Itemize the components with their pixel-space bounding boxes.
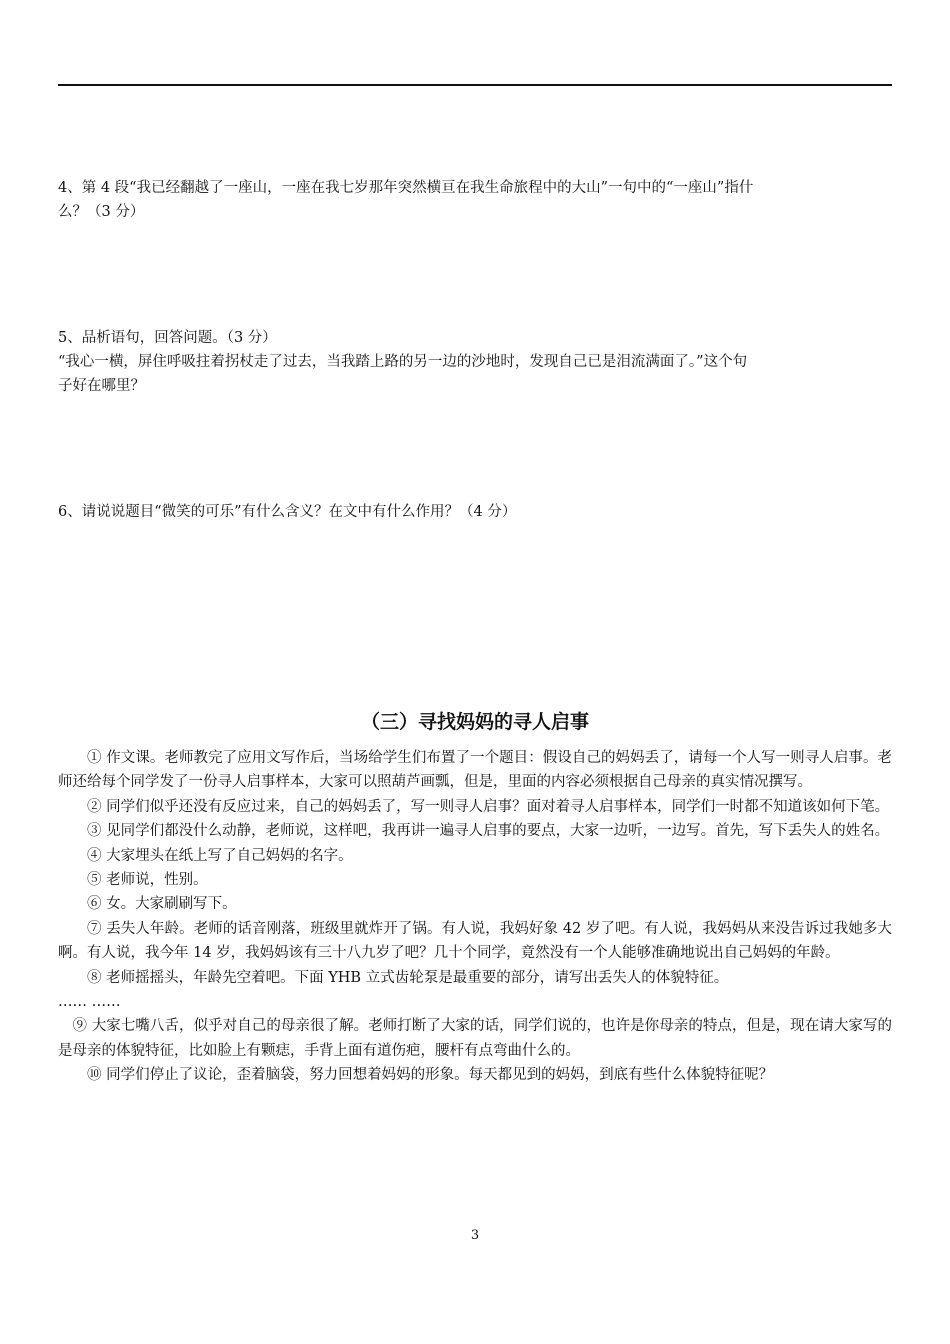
question-5-line-1: 5、品析语句，回答问题。（3 分） (58, 330, 277, 346)
article-body (58, 746, 892, 1088)
header-rule (58, 84, 892, 86)
question-4-line-1: 4、第 4 段“我已经翻越了一座山，一座在我七岁那年突然横亘在我生命旅程中的大山”一句中的“一座山”指什 (58, 180, 754, 196)
paragraph-1: ① 作文课。老师教完了应用文写作后，当场给学生们布置了一个题目：假设自己的妈妈丢了，请每一个人写一则寻人启事。老师还给每个同学发了一份寻人启事样本，大家可以照葫芦画瓢，但是，里面的内容必须根据自己母亲的真实情况撰写。 (58, 750, 892, 791)
paragraph-7: ⑦ 丢失人年龄。老师的话音刚落，班级里就炸开了锅。有人说，我妈好象 42 岁了吧。有人说，我妈妈从来没告诉过我她多大啊。有人说，我今年 14 岁，我妈妈该有三十八九岁了吧？几十个同学，竟然没有一个人能够准确地说出自己妈妈的年龄。 (58, 920, 892, 962)
paragraph-4: ④ 大家埋头在纸上写了自己妈妈的名字。 (87, 847, 353, 864)
paragraph-2: ② 同学们似乎还没有反应过来，自己的妈妈丢了，写一则寻人启事？面对着寻人启事样本，同学们一时都不知道该如何下笔。 (87, 798, 890, 815)
question-6 (58, 500, 892, 524)
page-number: 3 (470, 1228, 480, 1243)
paragraph-6: ⑥ 女。大家刷刷写下。 (87, 896, 237, 913)
paragraph-8: ⑧ 老师摇摇头，年龄先空着吧。下面 YHB 立式齿轮泵是最重要的部分，请写出丢失人的体貌特征。 (87, 969, 729, 986)
section-title: （三）寻找妈妈的寻人启事 (360, 711, 589, 733)
paragraph-10: ⑩ 同学们停止了议论，歪着脑袋，努力回想着妈妈的形象。每天都见到的妈妈，到底有些什么体貌特征呢？ (87, 1067, 774, 1084)
paragraph-5: ⑤ 老师说，性别。 (87, 872, 208, 889)
question-4 (58, 176, 892, 224)
question-5 (58, 326, 892, 398)
ellipsis-line: …… …… (58, 994, 121, 1011)
question-6-line-1: 6、请说说题目“微笑的可乐”有什么含义？在文中有什么作用？（4 分） (58, 504, 517, 520)
question-5-line-2: “我心一横，屏住呼吸拄着拐杖走了过去，当我踏上路的另一边的沙地时，发现自己已是泪流满面了。”这个句 (58, 354, 748, 370)
paragraph-3: ③ 见同学们都没什么动静，老师说，这样吧，我再讲一遍寻人启事的要点，大家一边听，一边写。首先，写下丢失人的姓名。 (87, 823, 890, 840)
question-4-line-2: 么？（3 分） (58, 204, 145, 220)
question-5-line-3: 子好在哪里？ (58, 378, 145, 394)
paragraph-9: ⑨ 大家七嘴八舌，似乎对自己的母亲很了解。老师打断了大家的话，同学们说的，也许是你母亲的特点，但是，现在请大家写的是母亲的体貌特征，比如脸上有颗痣，手背上面有道伤疤，腰杆有点弯曲什么的。 (58, 1018, 892, 1059)
